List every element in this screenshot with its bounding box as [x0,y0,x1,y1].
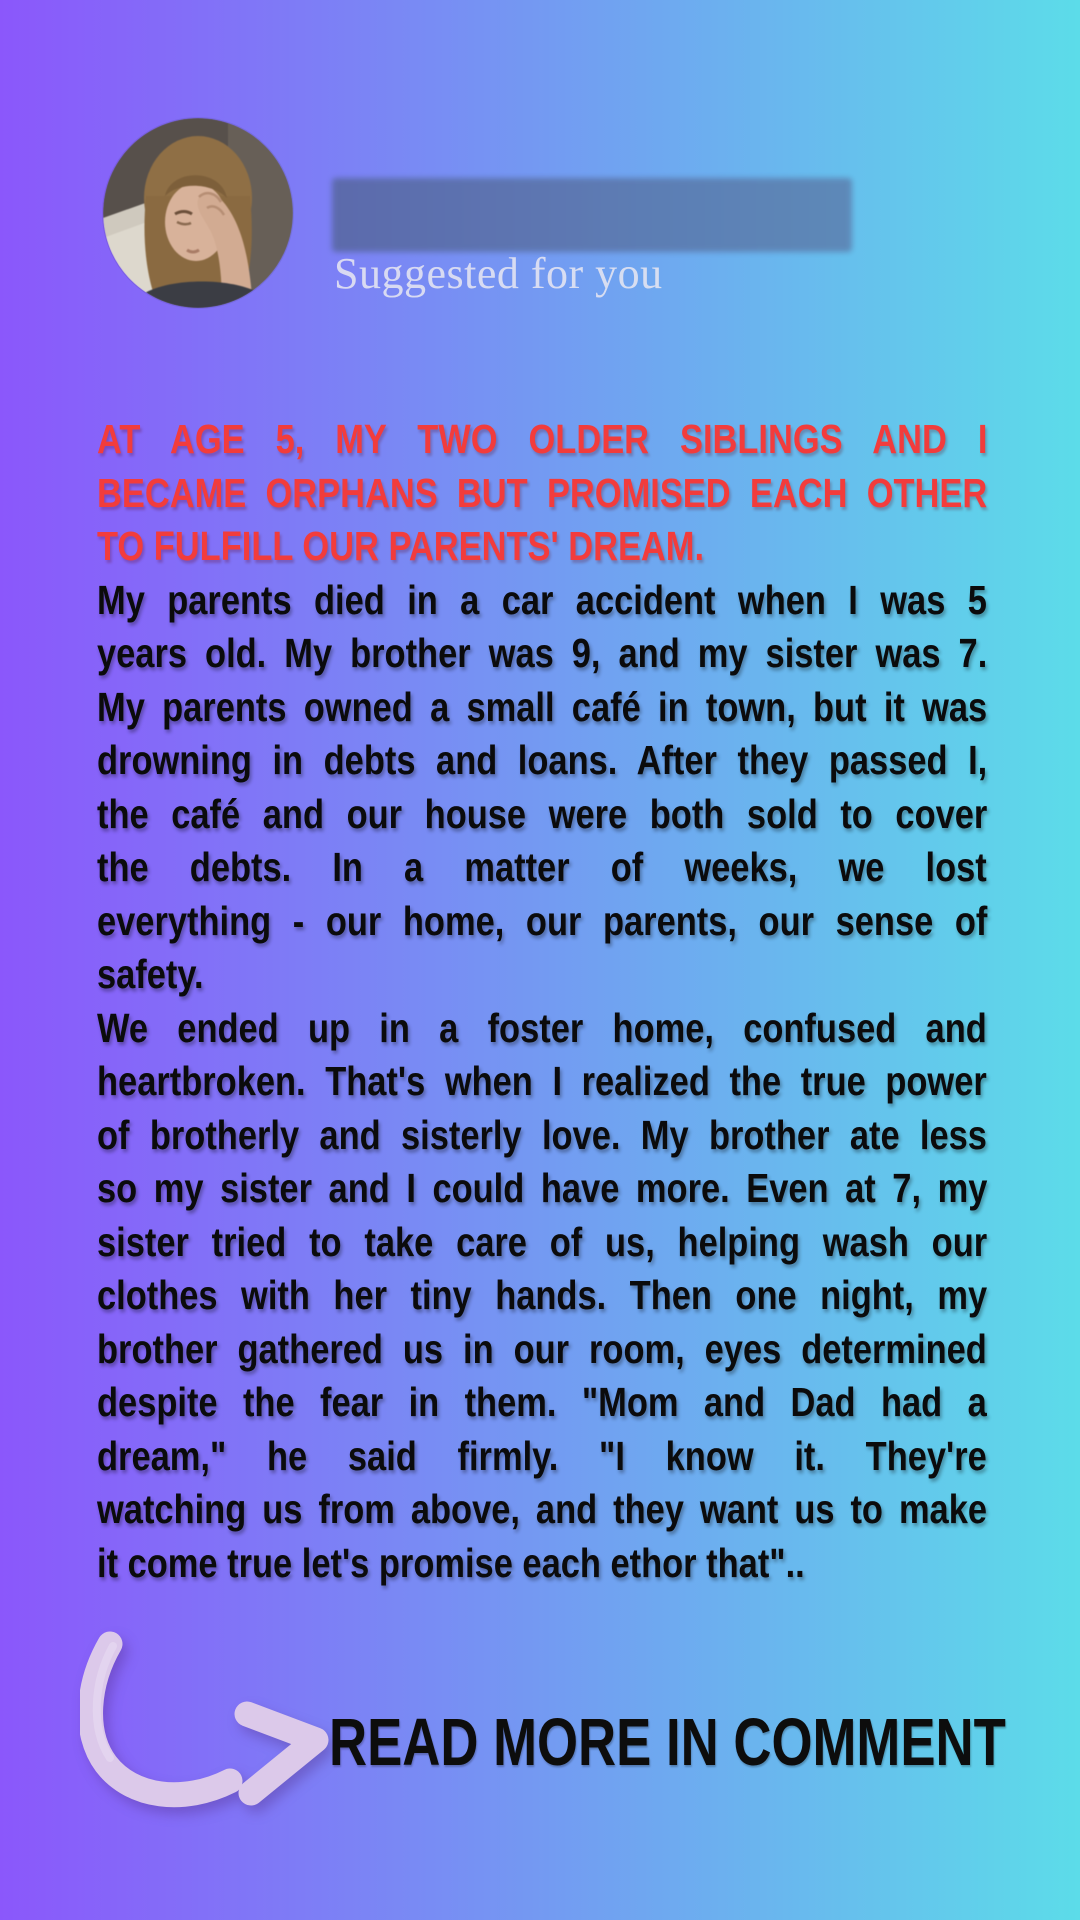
story-line: heartbroken. That's when I realized the true power [97,1058,987,1104]
story-line: the café and our house were both sold to cover [97,790,988,837]
story-line: We ended up in a foster home, confused and [97,1004,987,1051]
story-line: watching us from above, and they want us to make [97,1486,988,1532]
author-name-blurred[interactable] [332,178,852,252]
story-line: it come true let's promise each ethor that".. [97,1539,805,1586]
suggested-for-you-label: Suggested for you [334,249,663,298]
story-line: sister tried to take care of us, helping wash our [97,1218,988,1265]
story-line: My parents owned a small café in town, but it was [97,683,988,730]
headline-line: AT AGE 5, MY TWO OLDER SIBLINGS AND I [97,416,988,462]
story-line: My parents died in a car accident when I was 5 [97,576,987,623]
read-more-label: READ MORE IN COMMENT [329,1705,1006,1780]
story-line: brother gathered us in our room, eyes determined [97,1325,987,1372]
story-line: of brotherly and sisterly love. My brother ate less [97,1111,987,1158]
story-line: safety. [97,951,204,997]
story-line: the debts. In a matter of weeks, we lost [97,844,987,890]
curved-arrow-icon [80,1630,340,1820]
headline-line: TO FULFILL OUR PARENTS' DREAM. [97,523,705,569]
story-line: drowning in debts and loans. After they passed I, [97,737,988,783]
story-line: so my sister and I could have more. Even at 7, my [97,1165,988,1211]
story-line: years old. My brother was 9, and my sister was 7. [97,630,988,676]
story-line: despite the fear in them. "Mom and Dad had a [97,1379,987,1425]
story-line: everything - our home, our parents, our sense of [97,897,988,944]
read-more-cta [329,1703,1006,1783]
story-line: dream," he said firmly. "I know it. They're [97,1432,987,1479]
profile-photo[interactable] [103,118,293,308]
distressed-woman-photo [103,118,293,308]
story-text [97,413,987,1590]
story-line: clothes with her tiny hands. Then one night, my [97,1272,988,1318]
headline-line: BECAME ORPHANS BUT PROMISED EACH OTHER [97,469,988,516]
